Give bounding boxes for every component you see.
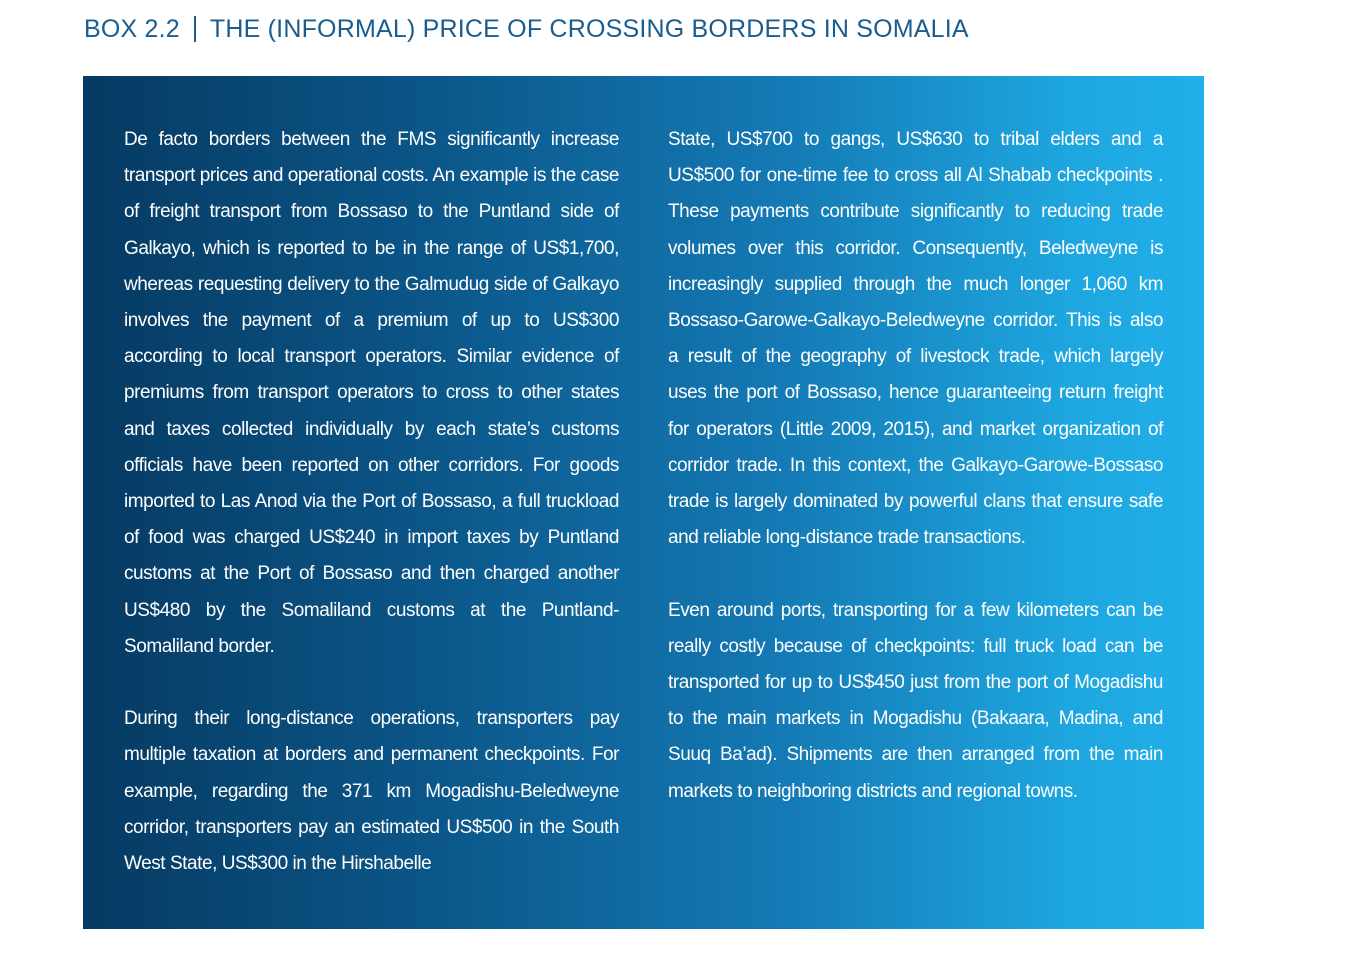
right-paragraph-1: State, US$700 to gangs, US$630 to tribal elders and a US$500 for one-time fee to cross all Al Shabab checkpoints . These payments contribute significantly to reducing trade volumes over this corridor. Consequently, Beledweyne is increasingly supplied through the much longer 1,060 km Bossaso-Garowe-Galkayo-Beledweyne corridor. This is also a result of the geography of livestock trade, which largely uses the port of Bossaso, hence guaranteeing return freight for operators (Little 2009, 2015), and market organization of corridor trade. In this context, the Galkayo-Garowe-Bossaso trade is largely dominated by powerful clans that ensure safe and reliable long-distance trade transactions. [668,129,1163,549]
box-heading [84,12,969,46]
heading-separator [194,16,196,42]
right-column [668,122,1163,810]
box-label: BOX 2.2 [84,14,180,43]
left-column [124,122,619,882]
left-paragraph-1: De facto borders between the FMS significantly increase transport prices and operational costs. An example is the case of freight transport from Bossaso to the Puntland side of Galkayo, which is reported to be in the range of US$1,700, whereas requesting delivery to the Galmudug side of Galkayo involves the payment of a premium of up to US$300 according to local transport operators. Similar evidence of premiums from transport operators to cross to other states and taxes collected individually by each state’s customs officials have been reported on other corridors. For goods imported to Las Anod via the Port of Bossaso, a full truckload of food was charged US$240 in import taxes by Puntland customs at the Port of Bossaso and then charged another US$480 by the Somaliland customs at the Puntland-Somaliland border. [124,129,619,657]
left-paragraph-2: During their long-distance operations, transporters pay multiple taxation at borders and permanent checkpoints. For example, regarding the 371 km Mogadishu-Beledweyne corridor, transporters pay an estimated US$500 in the South West State, US$300 in the Hirshabelle [124,708,619,875]
box-title: THE (INFORMAL) PRICE OF CROSSING BORDERS IN SOMALIA [209,14,969,43]
right-paragraph-2: Even around ports, transporting for a few kilometers can be really costly because of checkpoints: full truck load can be transported for up to US$450 just from the port of Mogadishu to the main markets in Mogadishu (Bakaara, Madina, and Suuq Ba’ad). Shipments are then arranged from the main markets to neighboring districts and regional towns. [668,599,1163,802]
